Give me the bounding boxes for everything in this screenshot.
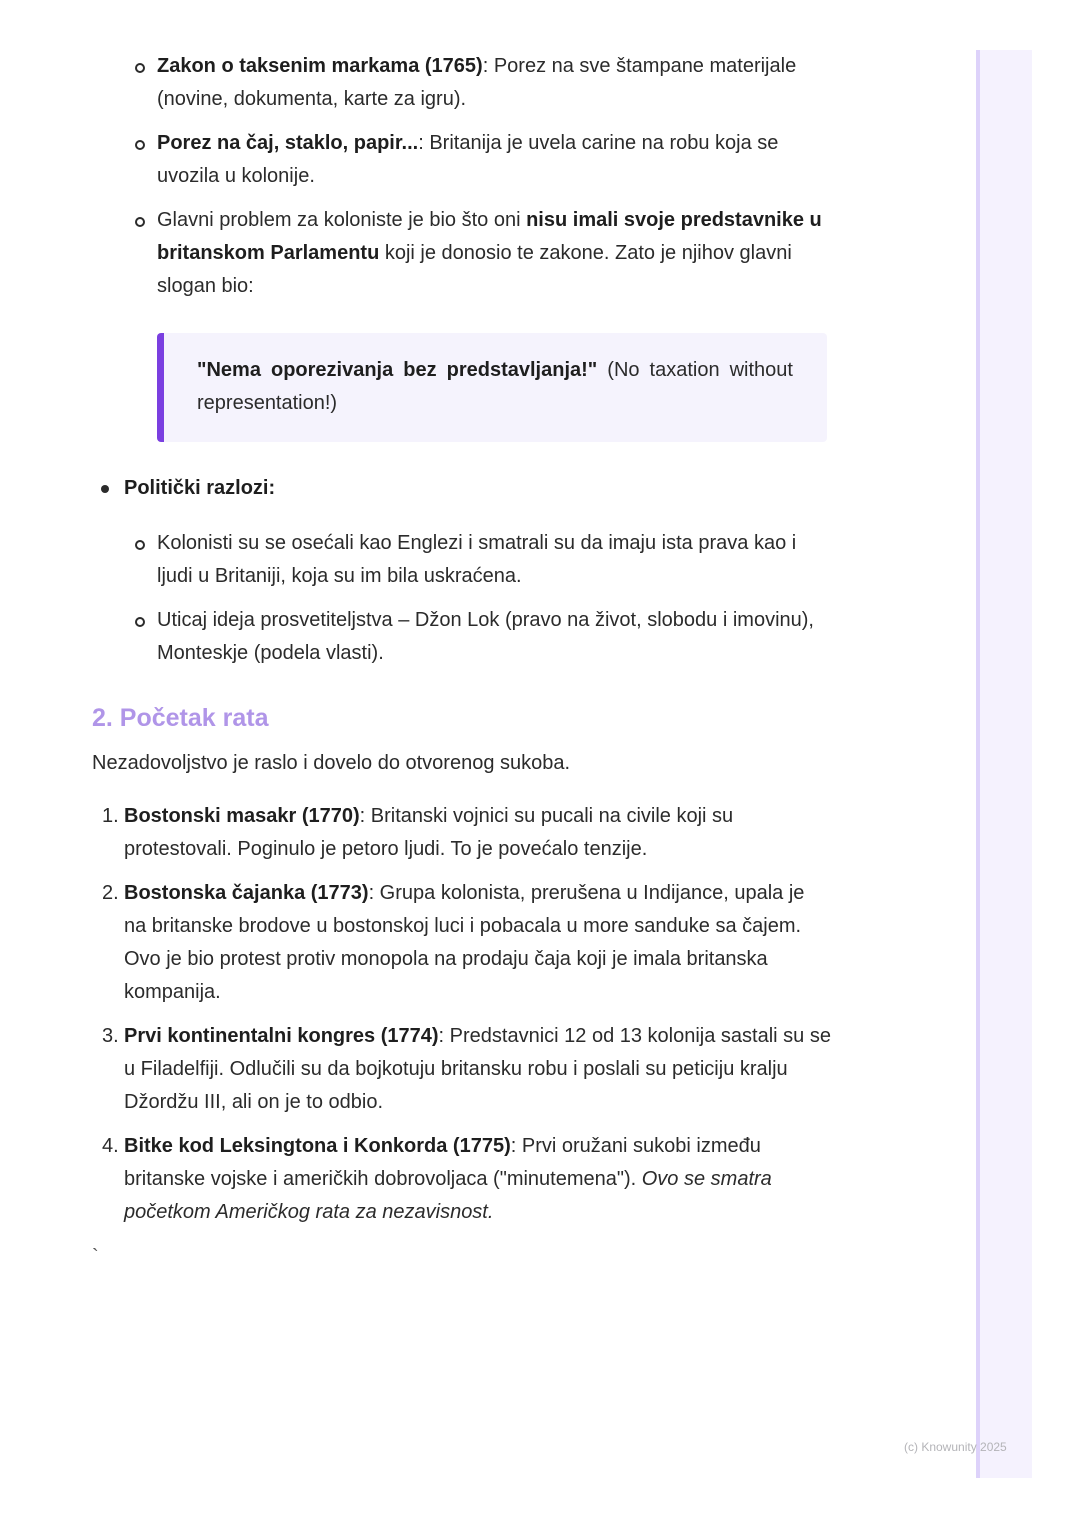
- political-reasons-list: [92, 472, 832, 670]
- political-reasons-sublist: [124, 527, 832, 670]
- stray-backtick: `: [92, 1246, 99, 1268]
- political-reasons-item: [124, 472, 832, 670]
- section-heading: 2. Početak rata: [92, 704, 269, 732]
- list-item-tea-tax: Porez na čaj, staklo, papir...: Britanija je uvela carine na robu koja se uvozila u kolonije.: [157, 127, 832, 193]
- list-item: Kolonisti su se osećali kao Englezi i smatrali su da imaju ista prava kao i ljudi u Britaniji, koja su im bila uskraćena.: [157, 527, 832, 593]
- page-sidebar-strip: [976, 50, 1032, 1478]
- list-item-stamp-act: Zakon o taksenim markama (1765): Porez na sve štampane materijale (novine, dokumenta, karte za igru).: [157, 50, 832, 116]
- list-item: Uticaj ideja prosvetiteljstva – Džon Lok (pravo na život, slobodu i imovinu), Monteskje (podela vlasti).: [157, 604, 832, 670]
- copyright-footer: (c) Knowunity 2025: [904, 1440, 1007, 1454]
- war-events-list: [92, 800, 832, 1229]
- list-item-main-problem: Glavni problem za koloniste je bio što oni nisu imali svoje predstavnike u britanskom Parlamentu koji je donosio te zakone. Zato je njihov glavni slogan bio:: [157, 204, 832, 303]
- list-item-boston-tea-party: 2. Bostonska čajanka (1773): Grupa kolonista, prerušena u Indijance, upala je na britanske brodove u bostonskoj luci i pobacala u more sanduke sa čajem. Ovo je bio protest protiv monopola na prodaju čaja koji je imala britanska kompanija.: [102, 882, 805, 1003]
- document-content: [92, 50, 832, 1274]
- political-reasons-heading: Politički razlozi:: [124, 477, 276, 499]
- list-item-boston-massacre: 1. Bostonski masakr (1770): Britanski vojnici su pucali na civile koji su protestovali. Poginulo je petoro ljudi. To je povećalo tenzije.: [102, 805, 734, 860]
- section-intro: Nezadovoljstvo je raslo i dovelo do otvorenog sukoba.: [92, 752, 571, 774]
- list-item-first-congress: 3. Prvi kontinentalni kongres (1774): Predstavnici 12 od 13 kolonija sastali su se u Filadelfiji. Odlučili su da bojkotuju britansku robu i poslali su peticiju kralju Džordžu III, ali on je to odbio.: [102, 1025, 831, 1113]
- tax-measures-list: [92, 50, 832, 303]
- list-item-lexington-concord: 4. Bitke kod Leksingtona i Konkorda (1775): Prvi oružani sukobi između britanske vojske i američkih dobrovoljaca ("minutemena"). Ovo se smatra početkom Američkog rata za nezavisnost.: [102, 1135, 772, 1223]
- slogan-quote: "Nema oporezivanja bez predstavljanja!" (No taxation without representation!): [157, 333, 827, 442]
